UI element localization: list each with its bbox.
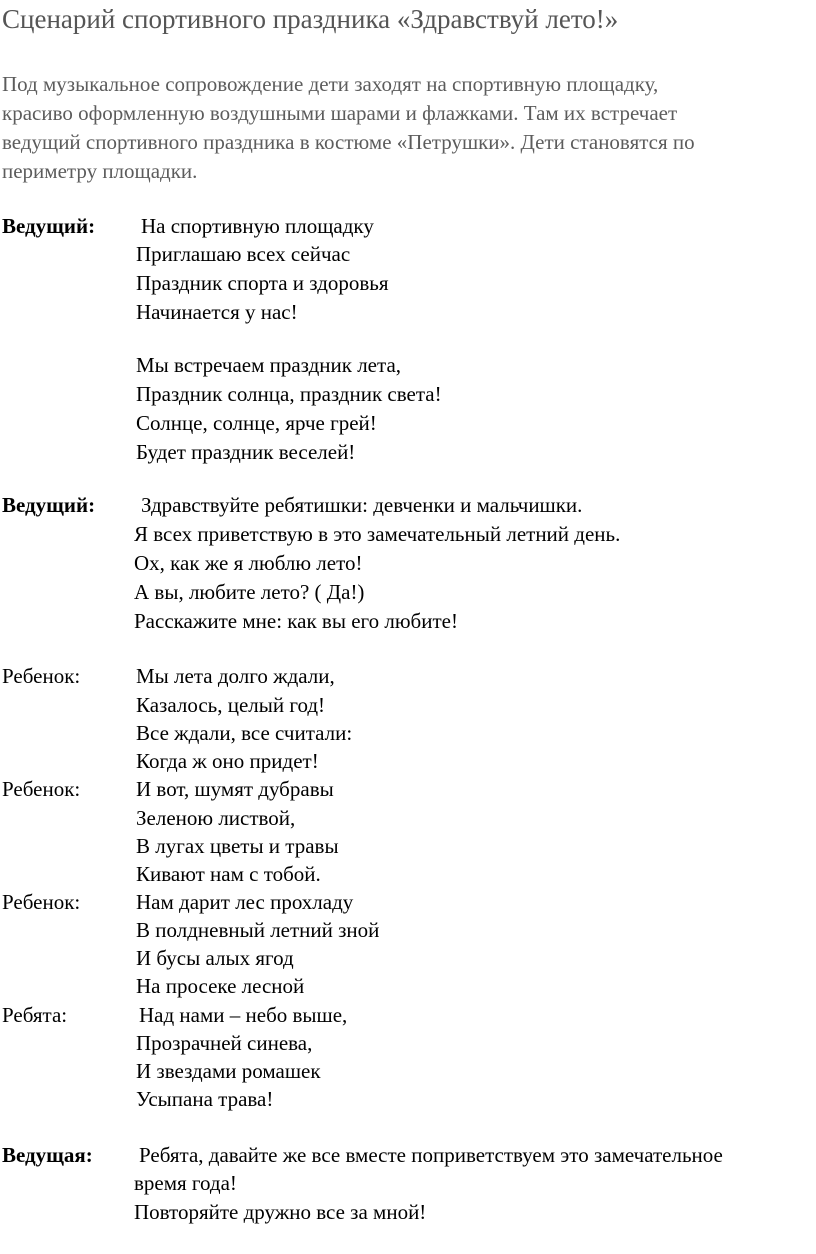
speaker-label: Ребята: (2, 1003, 68, 1027)
verse-line: Усыпана трава! (136, 1087, 274, 1111)
verse-line: Прозрачней синева, (136, 1031, 313, 1055)
speaker-label: Ребенок: (2, 777, 81, 801)
verse-line: И вот, шумят дубравы (136, 777, 334, 801)
verse-line: Здравствуйте ребятишки: девченки и мальчишки. (141, 493, 583, 517)
verse-line: На спортивную площадку (141, 214, 374, 238)
speaker-label: Ведущая: (2, 1143, 93, 1167)
intro-line: Под музыкальное сопровождение дети заходят на спортивную площадку, (2, 72, 659, 96)
verse-line: Начинается у нас! (136, 300, 298, 324)
intro-paragraph (2, 70, 816, 186)
verse-line: Когда ж оно придет! (136, 749, 319, 773)
verse-line: В лугах цветы и травы (136, 834, 339, 858)
speaker-label: Ребенок: (2, 664, 81, 688)
verse-line: Расскажите мне: как вы его любите! (134, 609, 458, 633)
verse-line: На просеке лесной (136, 974, 305, 998)
document-title: Сценарий спортивного праздника «Здравствуй лето!» (2, 4, 619, 34)
verse-line: И звездами ромашек (136, 1059, 321, 1083)
verse-line: Мы лета долго ждали, (136, 664, 335, 688)
verse-line: Мы встречаем праздник лета, (136, 353, 402, 377)
verse-line: Зеленою листвой, (136, 806, 296, 830)
verse-line: Ребята, давайте же все вместе поприветствуем это замечательное (139, 1143, 723, 1167)
verse-line: Я всех приветствую в это замечательный летний день. (134, 522, 621, 546)
verse-line: И бусы алых ягод (136, 946, 294, 970)
verse-line: Над нами – небо выше, (139, 1003, 348, 1027)
verse-line: А вы, любите лето? ( Да!) (134, 580, 365, 604)
verse-line: Все ждали, все считали: (136, 721, 353, 745)
verse-line: время года! (134, 1171, 237, 1195)
intro-line: периметру площадки. (2, 159, 198, 183)
intro-line: ведущий спортивного праздника в костюме «Петрушки». Дети становятся по (2, 130, 695, 154)
verse-line: Казалось, целый год! (136, 693, 326, 717)
verse-line: Кивают нам с тобой. (136, 862, 321, 886)
verse-line: Солнце, солнце, ярче грей! (136, 411, 377, 435)
verse-line: В полдневный летний зной (136, 918, 380, 942)
verse-line: Будет праздник веселей! (136, 440, 356, 464)
speaker-label: Ребенок: (2, 890, 81, 914)
speaker-label: Ведущий: (2, 493, 96, 517)
intro-line: красиво оформленную воздушными шарами и флажками. Там их встречает (2, 101, 678, 125)
verse-line: Праздник спорта и здоровья (136, 271, 389, 295)
verse-line: Праздник солнца, праздник света! (136, 382, 442, 406)
verse-line: Повторяйте дружно все за мной! (134, 1200, 427, 1224)
verse-line: Приглашаю всех сейчас (136, 242, 351, 266)
speaker-label: Ведущий: (2, 214, 96, 238)
verse-line: Нам дарит лес прохладу (136, 890, 354, 914)
verse-line: Ох, как же я люблю лето! (134, 551, 363, 575)
